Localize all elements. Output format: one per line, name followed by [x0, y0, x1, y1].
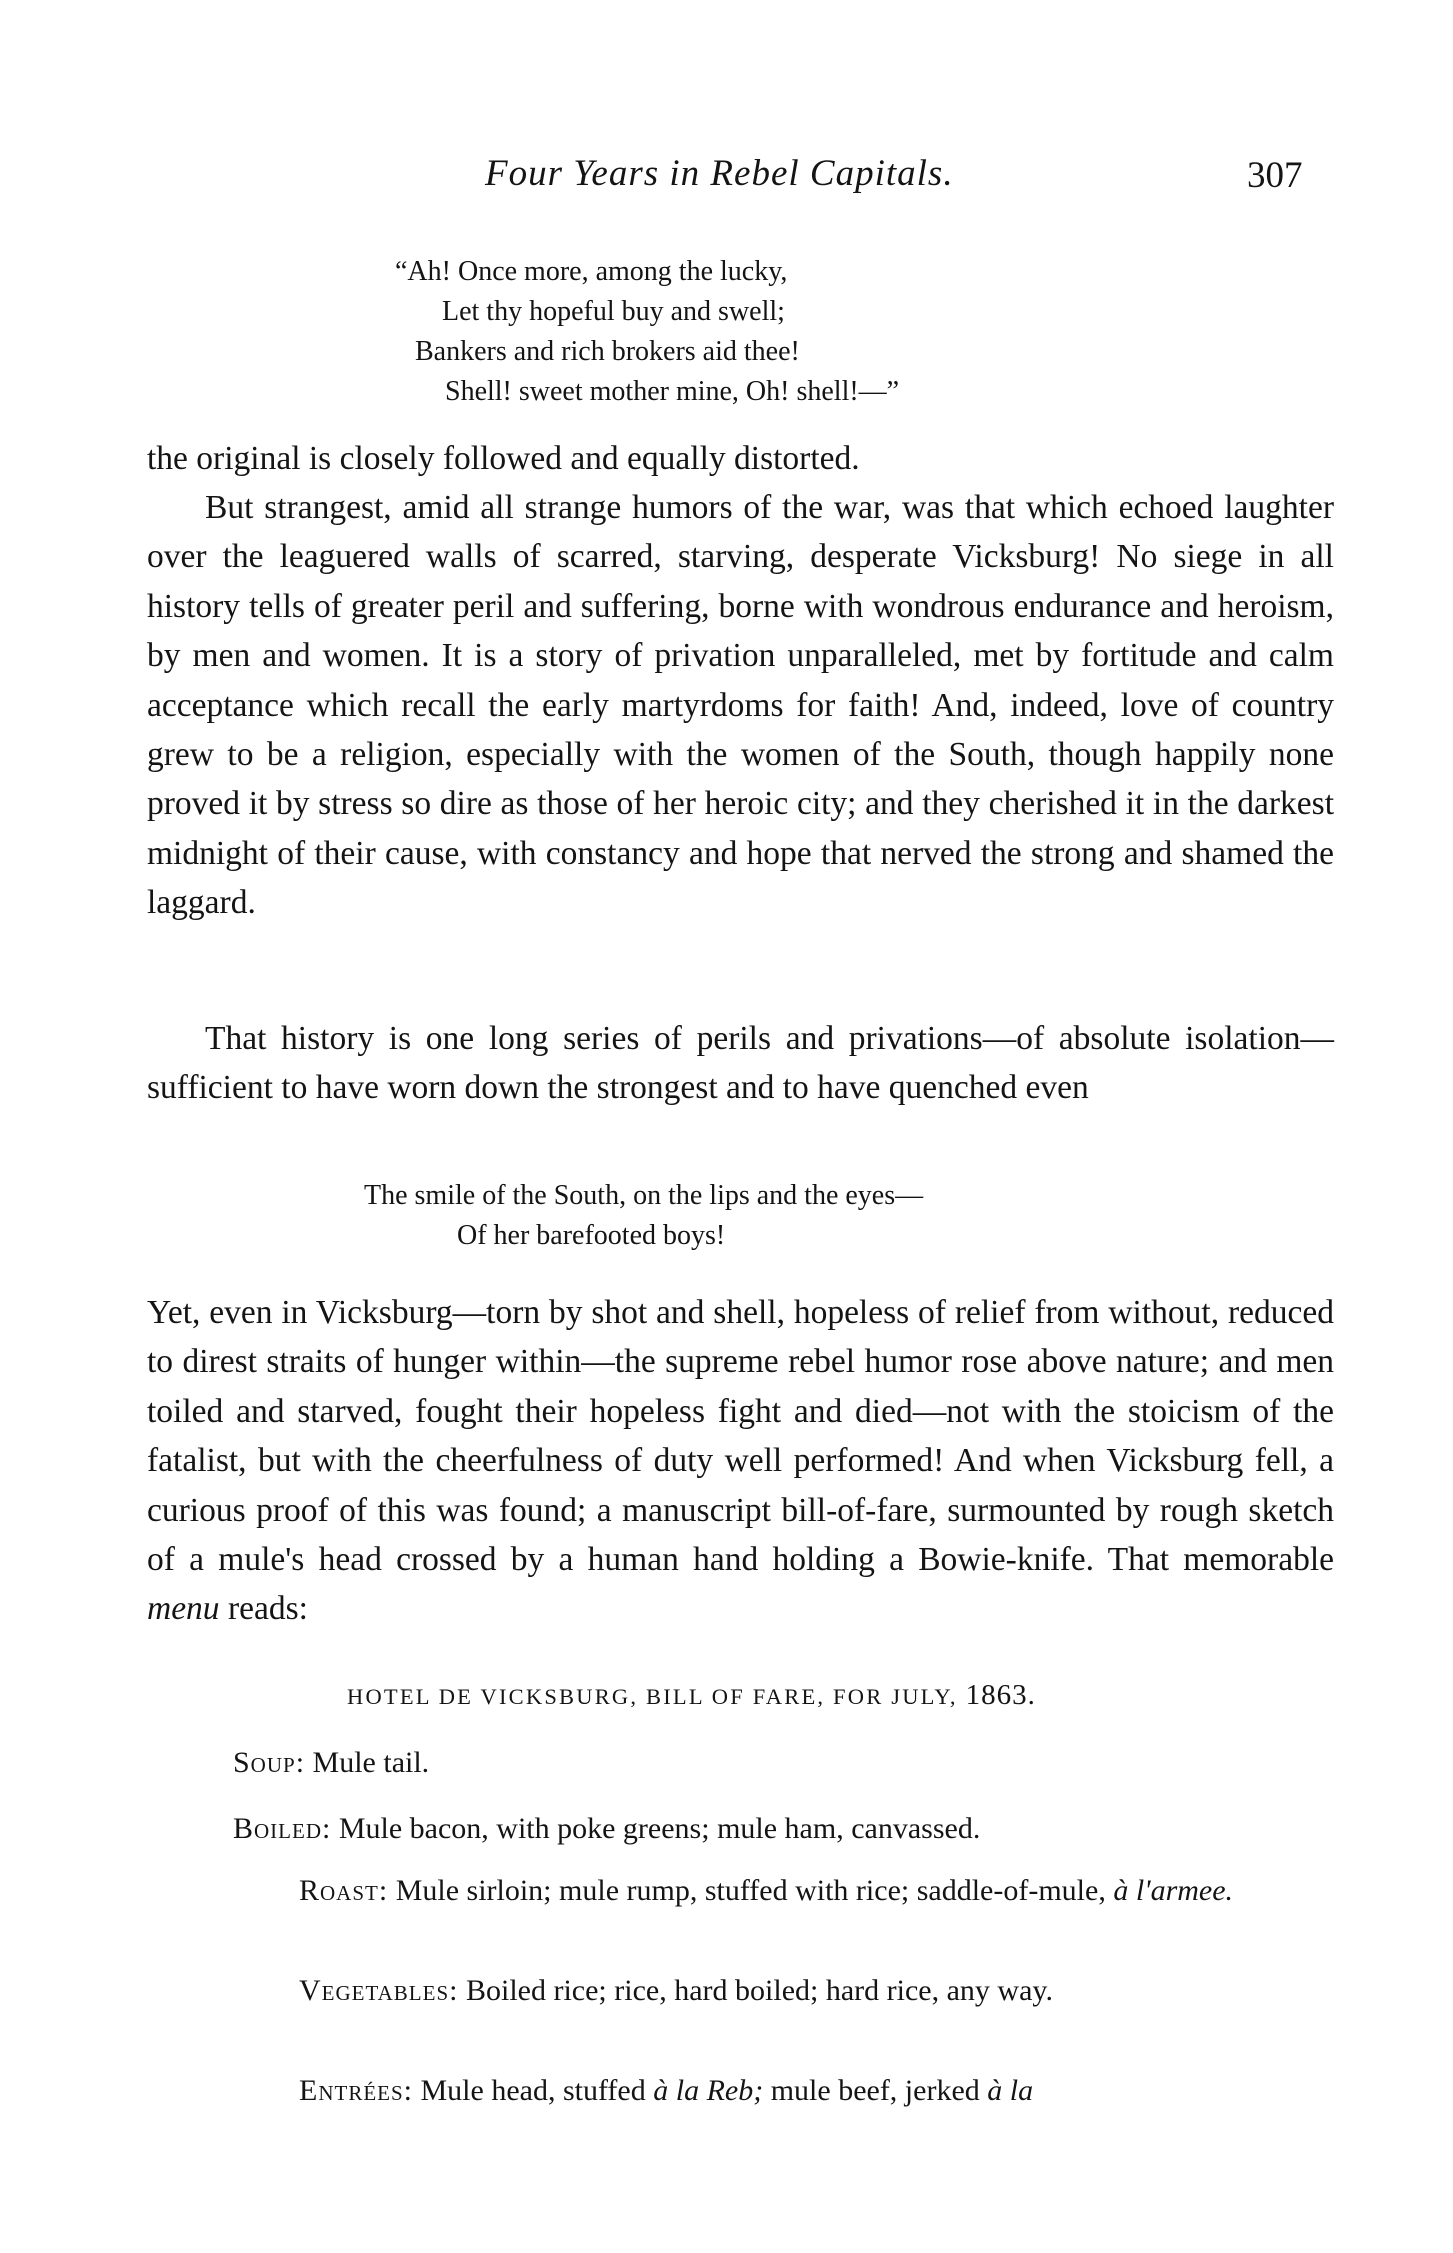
verse-line: Let thy hopeful buy and swell; — [442, 296, 785, 327]
paragraph-vicksburg-siege: But strangest, amid all strange humors of the war, was that which echoed laughter over the leaguered walls of scarred, starving, desperate Vicksburg! No siege in all history tells of greater peril and suffering, borne with wondrous endurance and heroism, by men and women. It is a story of privation unparalleled, met by fortitude and calm acceptance which recall the early martyrdoms for faith! And, indeed, love of country grew to be a religion, especially with the women of the South, though happily none proved it by stress so dire as those of her heroic city; and they cherished it in the darkest midnight of their cause, with constancy and hope that nerved the strong and shamed the laggard. — [147, 489, 1334, 922]
verse-quotation-top — [395, 252, 899, 412]
running-title: Four Years in Rebel Capitals. — [485, 153, 954, 194]
paragraph-text: Yet, even in Vicksburg—torn by shot and shell, hopeless of relief from without, reduced to direst straits of hunger within—the supreme rebel humor rose above nature; and men toiled and starved, fought their hopeless fight and died—not with the stoicism of the fatalist, but with the cheerfulness of duty well performed! And when Vicksburg fell, a curious proof of this was found; a manuscript bill-of-fare, surmounted by rough sketch of a mule's head crossed by a human hand holding a Bowie-knife. That memorable — [147, 1294, 1334, 1579]
running-head — [0, 152, 1453, 202]
menu-italic-entrees-2: à la — [987, 2074, 1034, 2107]
menu-item-soup — [233, 1740, 1234, 1786]
menu-text-entrees-1: Mule head, stuffed — [420, 2074, 646, 2107]
menu-label-entrees: Entrées: — [299, 2074, 413, 2107]
menu-word: menu — [147, 1590, 220, 1628]
verse-line: The smile of the South, on the lips and the eyes— — [364, 1180, 924, 1211]
menu-text-roast: Mule sirloin; mule rump, stuffed with rice; saddle-of-mule, — [395, 1874, 1106, 1907]
menu-label-soup: Soup: — [233, 1746, 306, 1779]
menu-text-boiled: Mule bacon, with poke greens; mule ham, canvassed. — [338, 1812, 981, 1845]
verse-line: Of her barefooted boys! — [457, 1220, 726, 1251]
menu-item-roast — [233, 1868, 1234, 1914]
menu-text-soup: Mule tail. — [312, 1746, 430, 1779]
menu-label-vegetables: Vegetables: — [299, 1974, 459, 2007]
menu-label-roast: Roast: — [299, 1874, 389, 1907]
menu-title-text: HOTEL DE VICKSBURG, BILL OF FARE, FOR JULY, — [347, 1684, 958, 1709]
menu-item-vegetables — [233, 1968, 1234, 2014]
paragraph-original-distorted: the original is closely followed and equally distorted. — [147, 440, 860, 477]
verse-line: Bankers and rich brokers aid thee! — [415, 336, 800, 367]
paragraph-perils-privations: That history is one long series of perils and privations—of absolute isolation—sufficient to have worn down the strongest and to have quenched even — [147, 1020, 1334, 1107]
menu-year: 1863. — [965, 1679, 1036, 1711]
menu-italic-entrees-1: à la Reb; — [653, 2074, 764, 2107]
paragraph-bill-of-fare-intro — [147, 1288, 1334, 1634]
page-number: 307 — [1247, 155, 1303, 196]
paragraph-text-end: reads: — [227, 1590, 308, 1628]
menu-italic-roast: à l'armee. — [1113, 1874, 1234, 1907]
menu-text-entrees-2: mule beef, jerked — [770, 2074, 980, 2107]
menu-item-entrees — [233, 2068, 1234, 2114]
menu-title — [347, 1679, 1036, 1712]
verse-line: Shell! sweet mother mine, Oh! shell!—” — [445, 376, 900, 407]
verse-quotation-middle — [364, 1176, 923, 1256]
verse-line: “Ah! Once more, among the lucky, — [395, 256, 788, 287]
menu-label-boiled: Boiled: — [233, 1812, 332, 1845]
menu-item-boiled — [233, 1806, 1234, 1852]
menu-text-vegetables: Boiled rice; rice, hard boiled; hard rice, any way. — [465, 1974, 1053, 2007]
